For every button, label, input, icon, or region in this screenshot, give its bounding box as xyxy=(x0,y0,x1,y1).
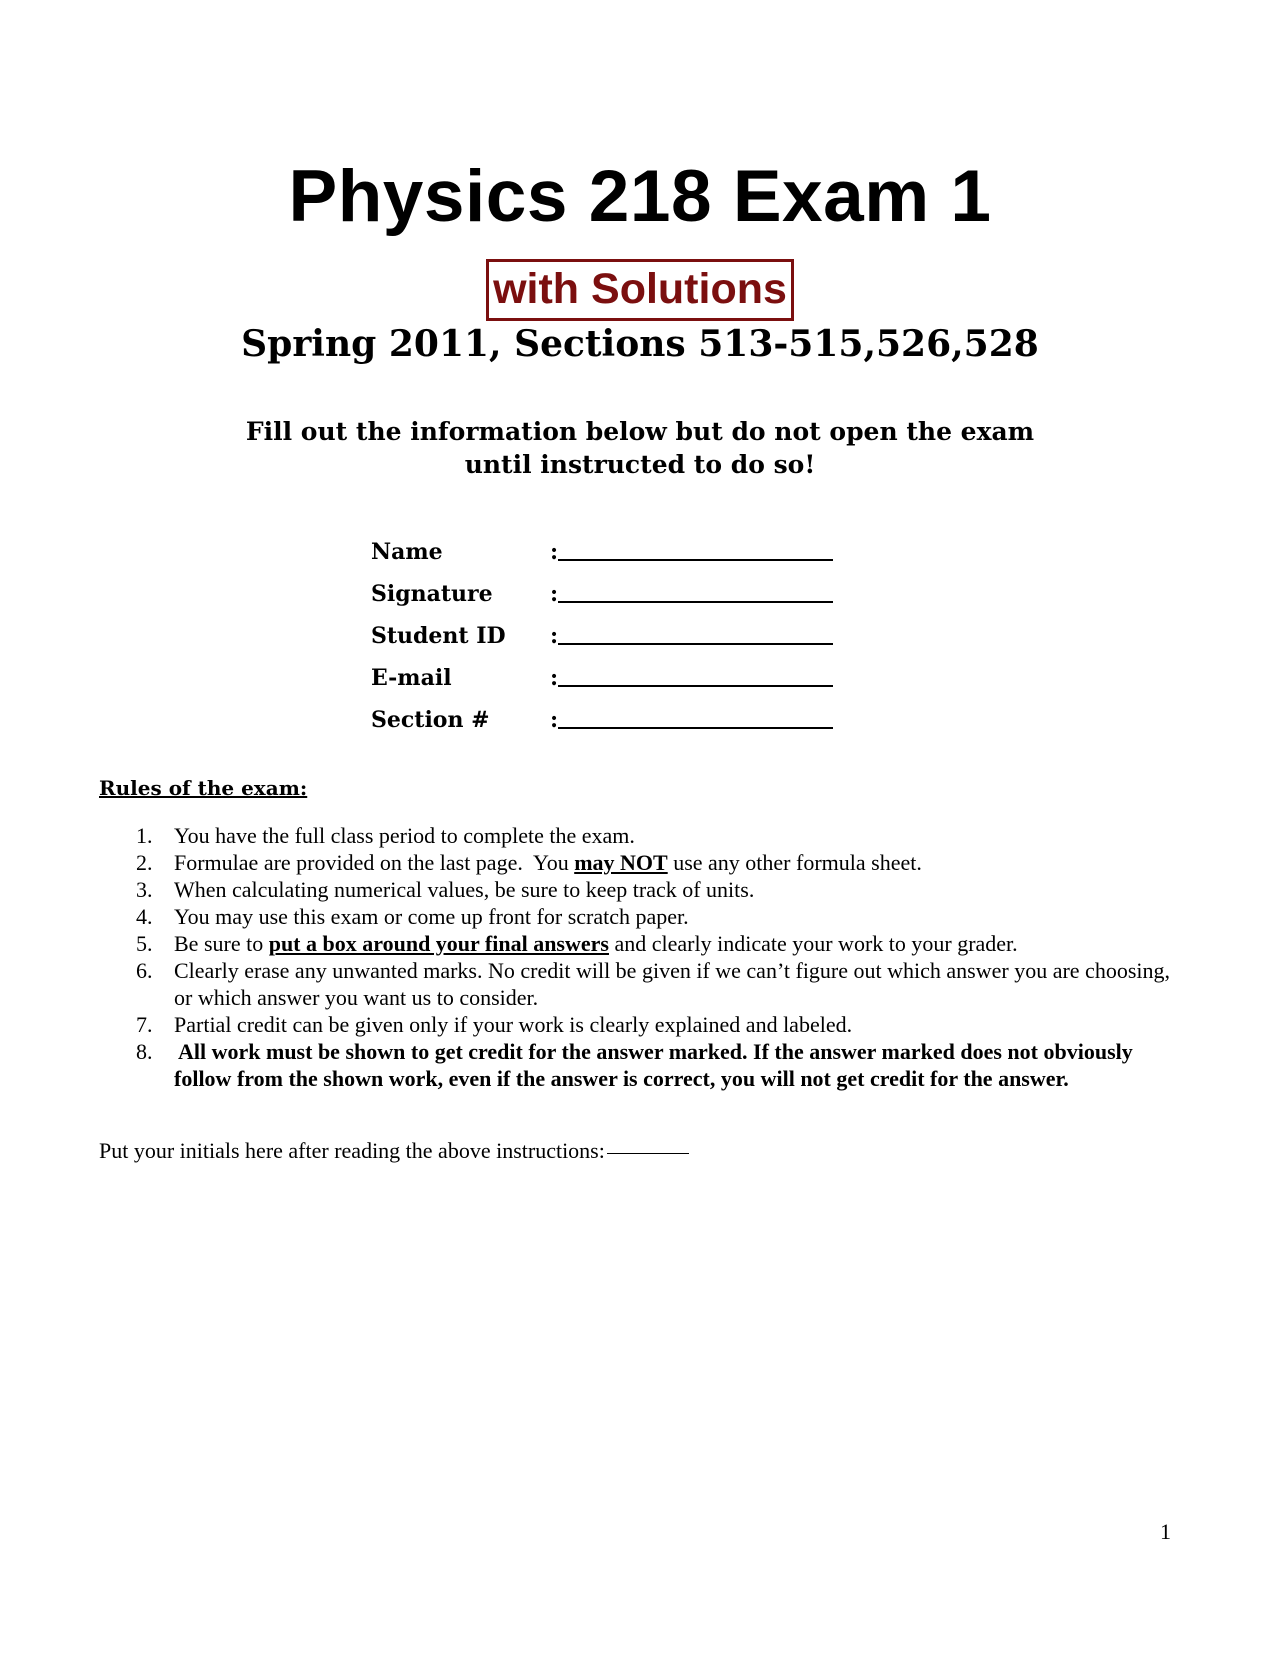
section-field[interactable] xyxy=(558,727,833,729)
list-item-text: Clearly erase any unwanted marks. No credit will be given if we can’t figure out which answer you are choosing, or which answer you want us to consider. xyxy=(174,958,1170,1010)
form-row-name xyxy=(371,531,891,573)
form-colon: : xyxy=(550,665,559,691)
form-colon: : xyxy=(550,623,559,649)
list-item xyxy=(99,1038,1189,1092)
form-colon: : xyxy=(550,707,559,733)
email-field[interactable] xyxy=(558,685,833,687)
instructions-line-1: Fill out the information below but do not open the exam xyxy=(245,417,1035,446)
instructions-line-2: until instructed to do so! xyxy=(464,450,816,479)
list-item-text-pre: Formulae are provided on the last page. You xyxy=(174,850,575,875)
list-item-number: 5. xyxy=(136,931,153,956)
list-item xyxy=(99,957,1189,1011)
initials-field[interactable] xyxy=(607,1153,689,1154)
name-field[interactable] xyxy=(558,559,833,561)
initials-prompt-row xyxy=(99,1137,689,1165)
form-label: Name xyxy=(371,539,443,565)
student-id-field[interactable] xyxy=(558,643,833,645)
list-item-text-post: and clearly indicate your work to your grader. xyxy=(608,931,1018,956)
form-row-signature xyxy=(371,573,891,615)
form-row-student-id xyxy=(371,615,891,657)
student-info-form xyxy=(371,531,891,741)
form-label: Signature xyxy=(371,581,493,607)
list-item-number: 6. xyxy=(136,958,153,983)
list-item-text: When calculating numerical values, be sure to keep track of units. xyxy=(174,877,755,902)
list-item-text-pre: Be sure to xyxy=(174,931,269,956)
list-item-number: 7. xyxy=(136,1012,153,1037)
list-item-number: 3. xyxy=(136,877,153,902)
rules-list xyxy=(99,822,1189,1092)
list-item xyxy=(99,822,1189,849)
list-item-emphasis: may NOT xyxy=(574,850,668,875)
list-item xyxy=(99,903,1189,930)
form-row-email xyxy=(371,657,891,699)
initials-prompt: Put your initials here after reading the above instructions: xyxy=(99,1138,605,1163)
list-item-text: You may use this exam or come up front for scratch paper. xyxy=(174,904,689,929)
list-item-emphasis: put a box around your final answers xyxy=(268,931,609,956)
list-item-text: You have the full class period to complete the exam. xyxy=(174,823,635,848)
list-item-text-post: use any other formula sheet. xyxy=(667,850,922,875)
form-colon: : xyxy=(550,581,559,607)
list-item-number: 8. xyxy=(136,1039,153,1064)
page-number: 1 xyxy=(1160,1519,1171,1544)
list-item-number: 2. xyxy=(136,850,153,875)
form-label: E-mail xyxy=(371,665,452,691)
list-item xyxy=(99,876,1189,903)
exam-title: Physics 218 Exam 1 xyxy=(288,156,992,237)
list-item xyxy=(99,849,1189,876)
form-label: Student ID xyxy=(371,623,506,649)
list-item xyxy=(99,930,1189,957)
solutions-badge-wrapper xyxy=(0,259,1280,321)
exam-subtitle: Spring 2011, Sections 513-515,526,528 xyxy=(241,323,1039,365)
list-item-number: 4. xyxy=(136,904,153,929)
instructions xyxy=(0,415,1280,481)
list-item-text: Partial credit can be given only if your work is clearly explained and labeled. xyxy=(174,1012,853,1037)
form-row-section xyxy=(371,699,891,741)
rules-heading: Rules of the exam: xyxy=(99,776,308,800)
solutions-badge: with Solutions xyxy=(486,259,794,321)
form-label: Section # xyxy=(371,707,490,733)
list-item-number: 1. xyxy=(136,823,153,848)
list-item xyxy=(99,1011,1189,1038)
form-colon: : xyxy=(550,539,559,565)
list-item-text: All work must be shown to get credit for the answer marked. If the answer marked does not obviously follow from the shown work, even if the answer is correct, you will not get credit for the answer. xyxy=(174,1039,1133,1091)
signature-field[interactable] xyxy=(558,601,833,603)
